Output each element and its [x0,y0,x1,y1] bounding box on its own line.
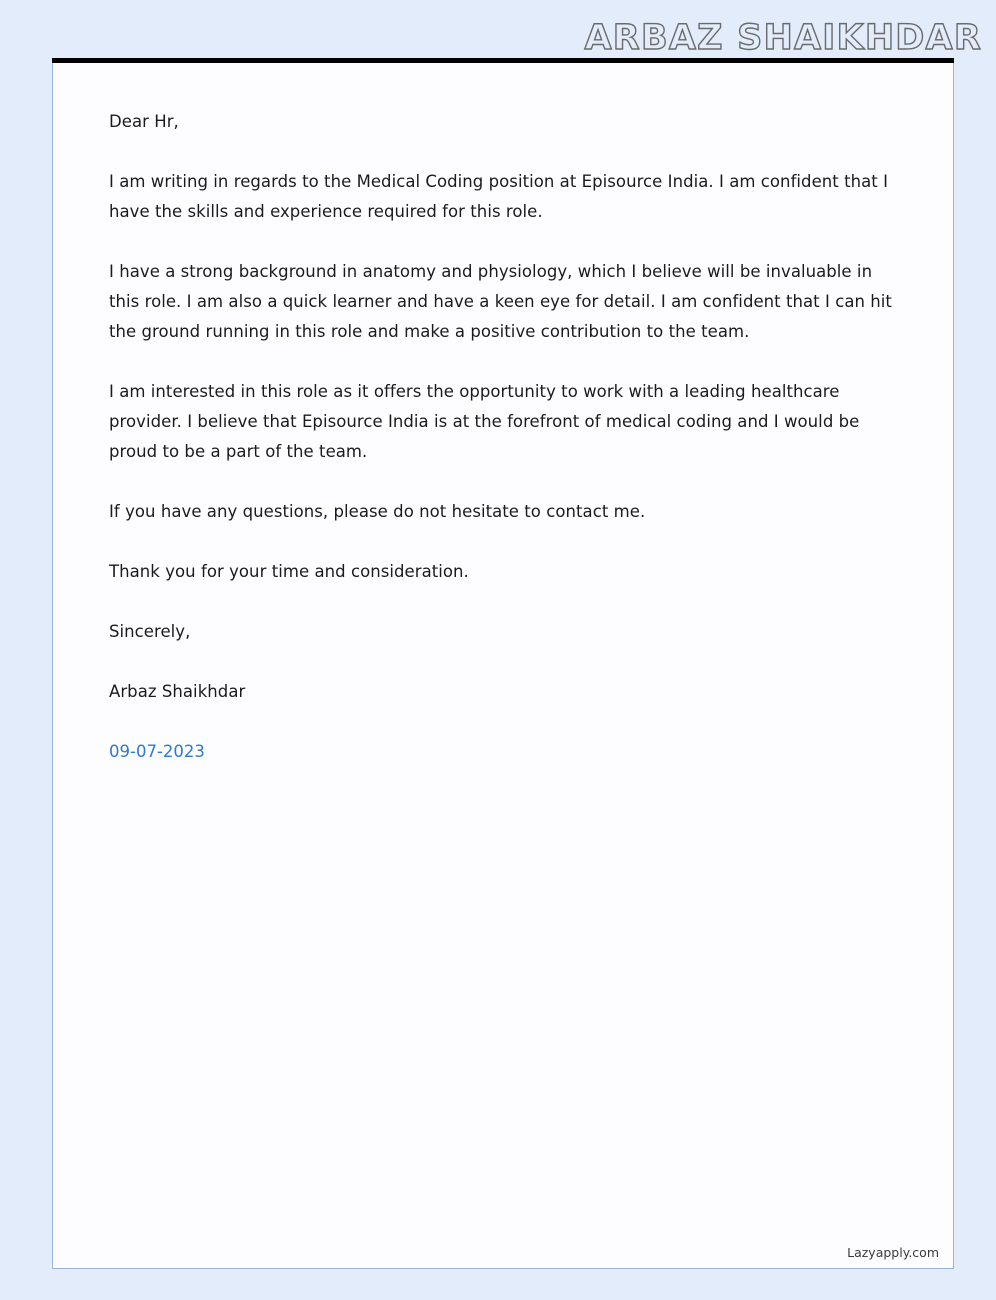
document-sheet [8,8,988,1292]
footer-credit: Lazyapply.com [847,1245,939,1260]
letter-closing: Sincerely, [109,622,191,641]
letter-paragraph-1: I am writing in regards to the Medical Coding position at Episource India. I am confident that I have the skills and experience required for this role. [109,172,889,221]
candidate-name-heading: ARBAZ SHAIKHDAR [584,18,982,58]
letter-salutation: Dear Hr, [109,112,179,131]
letter-date: 09-07-2023 [109,742,205,761]
letter-paragraph-5: Thank you for your time and consideration. [109,562,469,581]
letter-signature-name: Arbaz Shaikhdar [109,682,246,701]
cover-letter-body [52,63,954,1269]
letter-paragraph-4: If you have any questions, please do not hesitate to contact me. [109,502,646,521]
letter-paragraph-3: I am interested in this role as it offers the opportunity to work with a leading healthcare provider. I believe that Episource India is at the forefront of medical coding and I would be proud to be a part of the team. [109,382,860,461]
letter-content [109,107,899,767]
document-header [8,8,988,56]
letter-paragraph-2: I have a strong background in anatomy and physiology, which I believe will be invaluable in this role. I am also a quick learner and have a keen eye for detail. I am confident that I can hit the ground running in this role and make a positive contribution to the team. [109,262,892,341]
